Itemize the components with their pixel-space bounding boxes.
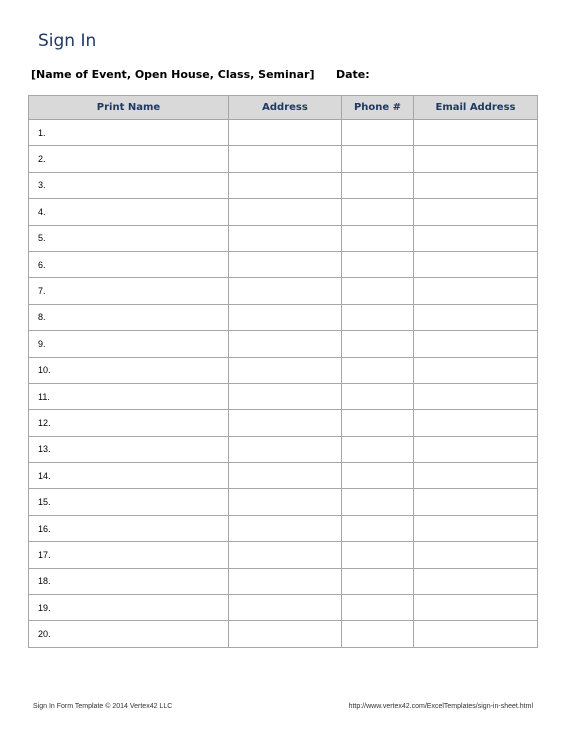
row-number: 13.: [38, 444, 51, 455]
phone-cell[interactable]: [342, 331, 414, 357]
row-number: 16.: [38, 523, 51, 534]
table-row: [29, 542, 538, 568]
print-name-cell[interactable]: [29, 383, 229, 409]
header-address: Address: [229, 96, 342, 120]
email-cell[interactable]: [414, 436, 538, 462]
email-cell[interactable]: [414, 331, 538, 357]
phone-cell[interactable]: [342, 146, 414, 172]
table-row: [29, 621, 538, 647]
address-cell[interactable]: [229, 331, 342, 357]
address-cell[interactable]: [229, 542, 342, 568]
phone-cell[interactable]: [342, 225, 414, 251]
print-name-cell[interactable]: [29, 436, 229, 462]
print-name-cell[interactable]: [29, 357, 229, 383]
table-row: [29, 410, 538, 436]
print-name-cell[interactable]: [29, 278, 229, 304]
row-number: 14.: [38, 470, 51, 481]
phone-cell[interactable]: [342, 304, 414, 330]
phone-cell[interactable]: [342, 436, 414, 462]
address-cell[interactable]: [229, 489, 342, 515]
table-row: [29, 489, 538, 515]
table-row: [29, 278, 538, 304]
row-number: 18.: [38, 576, 51, 587]
table-row: [29, 251, 538, 277]
row-number: 1.: [38, 127, 46, 138]
email-cell[interactable]: [414, 225, 538, 251]
address-cell[interactable]: [229, 383, 342, 409]
table-row: [29, 199, 538, 225]
address-cell[interactable]: [229, 120, 342, 146]
print-name-cell[interactable]: [29, 251, 229, 277]
row-number: 11.: [38, 391, 50, 402]
email-cell[interactable]: [414, 357, 538, 383]
row-number: 10.: [38, 365, 51, 376]
print-name-cell[interactable]: [29, 146, 229, 172]
row-number: 15.: [38, 497, 51, 508]
phone-cell[interactable]: [342, 120, 414, 146]
address-cell[interactable]: [229, 199, 342, 225]
phone-cell[interactable]: [342, 410, 414, 436]
table-row: [29, 331, 538, 357]
email-cell[interactable]: [414, 489, 538, 515]
phone-cell[interactable]: [342, 278, 414, 304]
address-cell[interactable]: [229, 225, 342, 251]
address-cell[interactable]: [229, 621, 342, 647]
email-cell[interactable]: [414, 146, 538, 172]
page-title: Sign In: [38, 31, 97, 51]
print-name-cell[interactable]: [29, 199, 229, 225]
phone-cell[interactable]: [342, 621, 414, 647]
row-number: 12.: [38, 417, 51, 428]
phone-cell[interactable]: [342, 357, 414, 383]
table-row: [29, 383, 538, 409]
phone-cell[interactable]: [342, 172, 414, 198]
address-cell[interactable]: [229, 595, 342, 621]
phone-cell[interactable]: [342, 515, 414, 541]
sign-in-table: [28, 95, 538, 648]
print-name-cell[interactable]: [29, 568, 229, 594]
table-row: [29, 146, 538, 172]
print-name-cell[interactable]: [29, 172, 229, 198]
email-cell[interactable]: [414, 199, 538, 225]
row-number: 20.: [38, 629, 51, 640]
header-print-name: Print Name: [29, 96, 229, 120]
row-number: 2.: [38, 154, 46, 165]
row-number: 3.: [38, 180, 46, 191]
row-number: 7.: [38, 286, 46, 297]
header-phone: Phone #: [342, 96, 414, 120]
print-name-cell[interactable]: [29, 225, 229, 251]
print-name-cell[interactable]: [29, 410, 229, 436]
phone-cell[interactable]: [342, 542, 414, 568]
row-number: 4.: [38, 206, 46, 217]
row-number: 9.: [38, 338, 46, 349]
email-cell[interactable]: [414, 304, 538, 330]
address-cell[interactable]: [229, 278, 342, 304]
print-name-cell[interactable]: [29, 120, 229, 146]
address-cell[interactable]: [229, 304, 342, 330]
phone-cell[interactable]: [342, 383, 414, 409]
footer-url: http://www.vertex42.com/ExcelTemplates/sign-in-sheet.html: [348, 703, 533, 710]
table-row: [29, 463, 538, 489]
address-cell[interactable]: [229, 251, 342, 277]
print-name-cell[interactable]: [29, 515, 229, 541]
address-cell[interactable]: [229, 568, 342, 594]
email-cell[interactable]: [414, 172, 538, 198]
email-cell[interactable]: [414, 621, 538, 647]
table-row: [29, 120, 538, 146]
address-cell[interactable]: [229, 436, 342, 462]
row-number: 17.: [38, 549, 51, 560]
email-cell[interactable]: [414, 463, 538, 489]
row-number: 6.: [38, 259, 46, 270]
phone-cell[interactable]: [342, 568, 414, 594]
phone-cell[interactable]: [342, 463, 414, 489]
address-cell[interactable]: [229, 172, 342, 198]
row-number: 5.: [38, 233, 46, 244]
email-cell[interactable]: [414, 410, 538, 436]
email-cell[interactable]: [414, 515, 538, 541]
phone-cell[interactable]: [342, 489, 414, 515]
email-cell[interactable]: [414, 542, 538, 568]
print-name-cell[interactable]: [29, 489, 229, 515]
print-name-cell[interactable]: [29, 331, 229, 357]
email-cell[interactable]: [414, 251, 538, 277]
address-cell[interactable]: [229, 515, 342, 541]
address-cell[interactable]: [229, 357, 342, 383]
print-name-cell[interactable]: [29, 621, 229, 647]
row-number: 8.: [38, 312, 46, 323]
table-header-row: [29, 96, 538, 120]
address-cell[interactable]: [229, 410, 342, 436]
header-email-address: Email Address: [414, 96, 538, 120]
address-cell[interactable]: [229, 463, 342, 489]
table-row: [29, 595, 538, 621]
table-row: [29, 225, 538, 251]
phone-cell[interactable]: [342, 251, 414, 277]
table-row: [29, 304, 538, 330]
print-name-cell[interactable]: [29, 304, 229, 330]
print-name-cell[interactable]: [29, 542, 229, 568]
email-cell[interactable]: [414, 595, 538, 621]
address-cell[interactable]: [229, 146, 342, 172]
table-row: [29, 436, 538, 462]
email-cell[interactable]: [414, 568, 538, 594]
row-number: 19.: [38, 602, 51, 613]
phone-cell[interactable]: [342, 595, 414, 621]
table-row: [29, 172, 538, 198]
print-name-cell[interactable]: [29, 595, 229, 621]
email-cell[interactable]: [414, 383, 538, 409]
phone-cell[interactable]: [342, 199, 414, 225]
footer-copyright: Sign In Form Template © 2014 Vertex42 LLC: [33, 703, 173, 710]
table-row: [29, 357, 538, 383]
print-name-cell[interactable]: [29, 463, 229, 489]
table-row: [29, 515, 538, 541]
date-label: Date:: [336, 68, 370, 81]
email-cell[interactable]: [414, 120, 538, 146]
table-row: [29, 568, 538, 594]
email-cell[interactable]: [414, 278, 538, 304]
event-name-label: [Name of Event, Open House, Class, Seminar]: [31, 68, 315, 81]
